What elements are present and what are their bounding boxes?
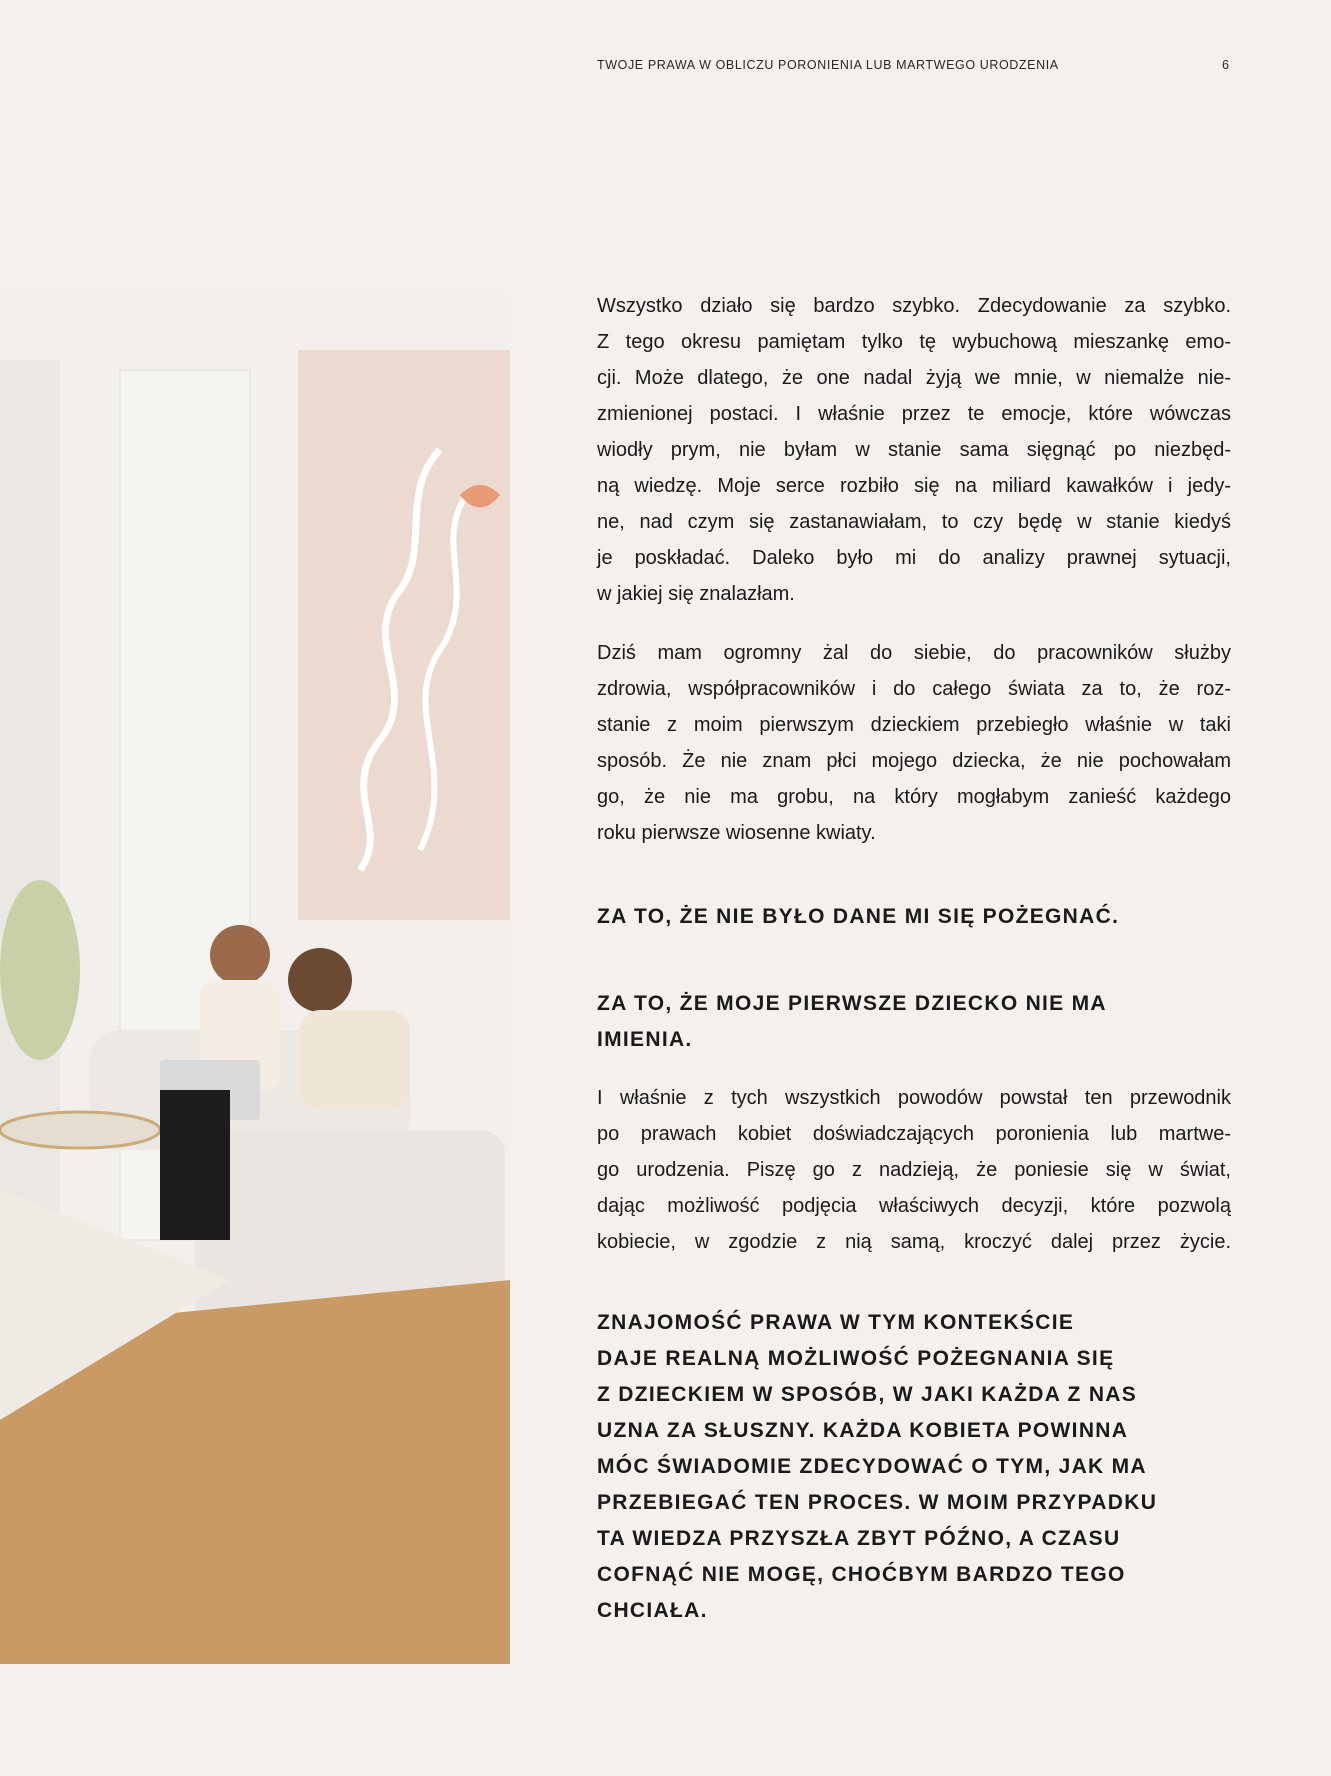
heading-line: TA WIEDZA PRZYSZŁA ZBYT PÓŹNO, A CZASU: [597, 1527, 1121, 1550]
running-header: TWOJE PRAWA W OBLICZU PORONIENIA LUB MARTWEGO URODZENIA: [597, 58, 1059, 72]
text-line: zdrowia, współpracowników i do całego świata za to, że roz-: [597, 678, 1231, 700]
text-line: po prawach kobiet doświadczających poronienia lub martwe-: [597, 1123, 1231, 1145]
heading-line: IMIENIA.: [597, 1028, 693, 1051]
heading-3: [597, 1305, 1231, 1629]
photo-women-with-laptop: [0, 290, 510, 1664]
text-line: roku pierwsze wiosenne kwiaty.: [597, 822, 876, 844]
heading-1: [597, 899, 1231, 935]
heading-line: PRZEBIEGAĆ TEN PROCES. W MOIM PRZYPADKU: [597, 1491, 1158, 1514]
text-line: dając możliwość podjęcia właściwych decyzji, które pozwolą: [597, 1195, 1231, 1217]
heading-line: ZA TO, ŻE MOJE PIERWSZE DZIECKO NIE MA: [597, 992, 1107, 1015]
text-line: I właśnie z tych wszystkich powodów powstał ten przewodnik: [597, 1087, 1231, 1109]
page-number: 6: [1222, 58, 1229, 72]
heading-line: DAJE REALNĄ MOŻLIWOŚĆ POŻEGNANIA SIĘ: [597, 1347, 1115, 1370]
text-line: stanie z moim pierwszym dzieckiem przebiegło właśnie w taki: [597, 714, 1231, 736]
text-line: go urodzenia. Piszę go z nadzieją, że poniesie się w świat,: [597, 1159, 1231, 1181]
heading-line: MÓC ŚWIADOMIE ZDECYDOWAĆ O TYM, JAK MA: [597, 1455, 1147, 1478]
paragraph-2: [597, 635, 1231, 851]
text-line: Z tego okresu pamiętam tylko tę wybuchową mieszankę emo-: [597, 331, 1231, 353]
text-line: Wszystko działo się bardzo szybko. Zdecydowanie za szybko.: [597, 295, 1231, 317]
photo-illustration: [0, 290, 510, 1664]
heading-line: ZA TO, ŻE NIE BYŁO DANE MI SIĘ POŻEGNAĆ.: [597, 905, 1120, 928]
text-line: cji. Może dlatego, że one nadal żyją we mnie, w niemalże nie-: [597, 367, 1231, 389]
text-line: ne, nad czym się zastanawiałam, to czy będę w stanie kiedyś: [597, 511, 1231, 533]
heading-line: UZNA ZA SŁUSZNY. KAŻDA KOBIETA POWINNA: [597, 1419, 1129, 1442]
paragraph-3: [597, 1080, 1231, 1260]
heading-line: CHCIAŁA.: [597, 1599, 708, 1622]
text-line: w jakiej się znalazłam.: [597, 583, 795, 605]
text-line: Dziś mam ogromny żal do siebie, do pracowników służby: [597, 642, 1231, 664]
text-line: wiodły prym, nie byłam w stanie sama sięgnąć po niezbęd-: [597, 439, 1231, 461]
heading-2: [597, 986, 1231, 1058]
paragraph-1: [597, 288, 1231, 612]
heading-line: COFNĄĆ NIE MOGĘ, CHOĆBYM BARDZO TEGO: [597, 1563, 1126, 1586]
text-line: ną wiedzę. Moje serce rozbiło się na miliard kawałków i jedy-: [597, 475, 1231, 497]
heading-line: ZNAJOMOŚĆ PRAWA W TYM KONTEKŚCIE: [597, 1311, 1075, 1334]
text-line: go, że nie ma grobu, na który mogłabym zanieść każdego: [597, 786, 1231, 808]
text-line: zmienionej postaci. I właśnie przez te emocje, które wówczas: [597, 403, 1231, 425]
text-line: je poskładać. Daleko było mi do analizy prawnej sytuacji,: [597, 547, 1231, 569]
text-line: sposób. Że nie znam płci mojego dziecka, że nie pochowałam: [597, 750, 1231, 772]
heading-line: Z DZIECKIEM W SPOSÓB, W JAKI KAŻDA Z NAS: [597, 1383, 1138, 1406]
text-line: kobiecie, w zgodzie z nią samą, kroczyć dalej przez życie.: [597, 1231, 1231, 1253]
